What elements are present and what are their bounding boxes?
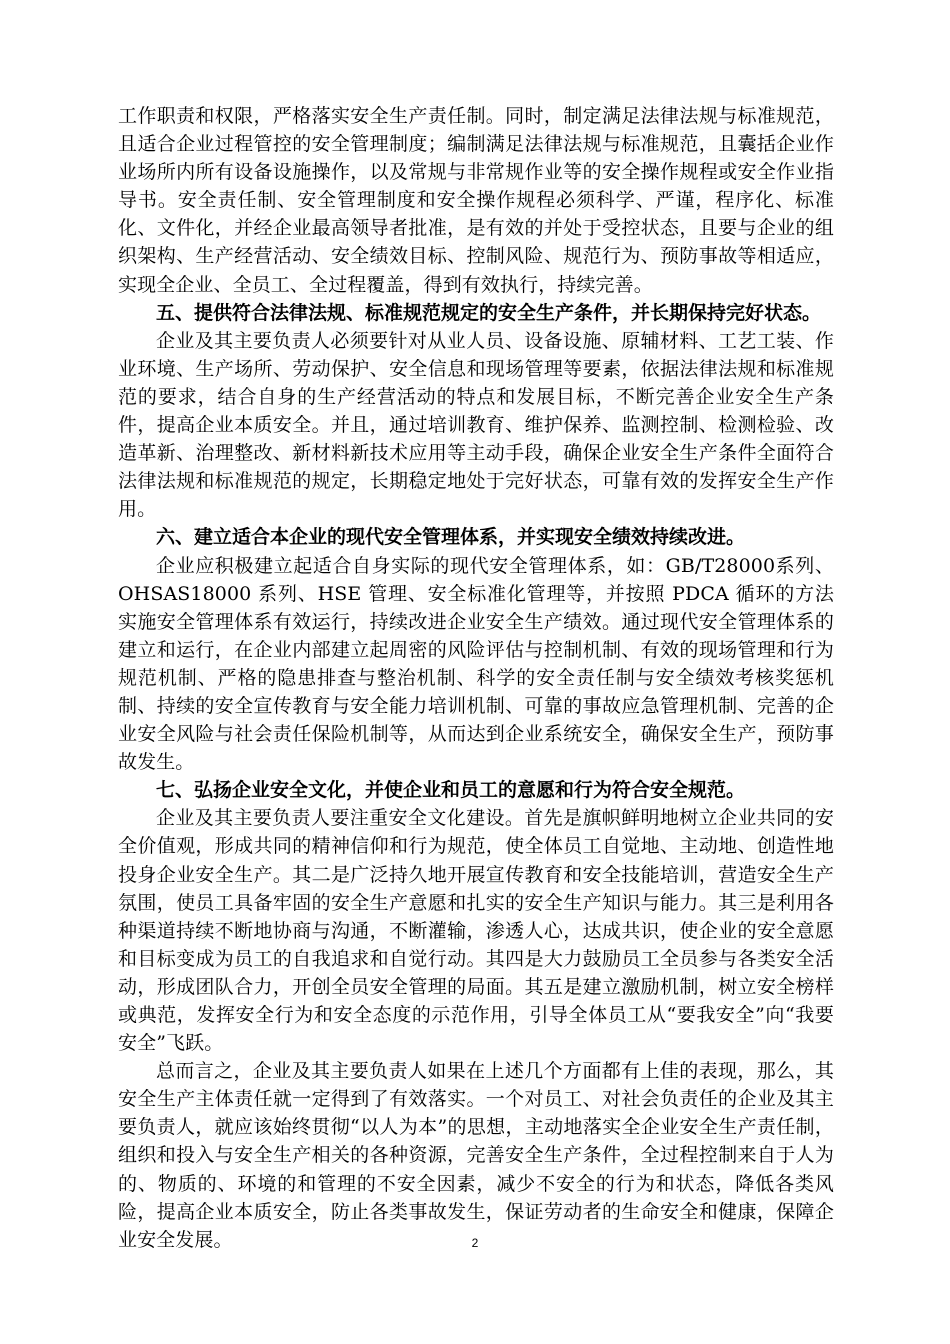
paragraph-conclusion: 总而言之，企业及其主要负责人如果在上述几个方面都有上佳的表现，那么，其安全生产主体责任就一定得到了有效落实。一个对员工、对社会负责任的企业及其主要负责人，就应该始终贯彻“以人为本”的思想，主动地落实全企业安全生产责任制，组织和投入与安全生产相关的各种资源，完善安全生产条件，全过程控制来自于人为的、物质的、环境的和管理的不安全因素，减少不安全的行为和状态，降低各类风险，提高企业本质安全，防止各类事故发生，保证劳动者的生命安全和健康，保障企业安全发展。 bbox=[118, 1060, 834, 1251]
paragraph-section-5: 企业及其主要负责人必须要针对从业人员、设备设施、原辅材料、工艺工装、作业环境、生产场所、劳动保护、安全信息和现场管理等要素，依据法律法规和标准规范的要求，结合自身的生产经营活动的特点和发展目标，不断完善企业安全生产条件，提高企业本质安全。并且，通过培训教育、维护保养、监测控制、检测检验、改造革新、治理整改、新材料新技术应用等主动手段，确保企业安全生产条件全面符合法律法规和标准规范的规定，长期稳定地处于完好状态，可靠有效的发挥安全生产作用。 bbox=[118, 329, 834, 521]
section-heading-5: 五、提供符合法律法规、标准规范规定的安全生产条件，并长期保持完好状态。 bbox=[156, 301, 822, 324]
page-number: 2 bbox=[471, 1236, 479, 1250]
paragraph-section-6: 企业应积极建立起适合自身实际的现代安全管理体系，如：GB/T28000系列、OHSAS18000 系列、HSE 管理、安全标准化管理等，并按照 PDCA 循环的方法实施安全管理体系有效运行，持续改进企业安全生产绩效。通过现代安全管理体系的建立和运行，在企业内部建立起周密的风险评估与控制机制、有效的现场管理和行为规范机制、严格的隐患排查与整治机制、科学的安全责任制与安全绩效考核奖惩机制、持续的安全宣传教育与安全能力培训机制、可靠的事故应急管理机制、完善的企业安全风险与社会责任保险机制等，从而达到企业系统安全，确保安全生产，预防事故发生。 bbox=[118, 554, 834, 774]
document-page bbox=[118, 102, 834, 1254]
paragraph-continuation: 工作职责和权限，严格落实安全生产责任制。同时，制定满足法律法规与标准规范，且适合企业过程管控的安全管理制度；编制满足法律法规与标准规范，且囊括企业作业场所内所有设备设施操作，以及常规与非常规作业等的安全操作规程或安全作业指导书。安全责任制、安全管理制度和安全操作规程必须科学、严谨，程序化、标准化、文件化，并经企业最高领导者批准，是有效的并处于受控状态，且要与企业的组织架构、生产经营活动、安全绩效目标、控制风险、规范行为、预防事故等相适应，实现全企业、全员工、全过程覆盖，得到有效执行，持续完善。 bbox=[118, 105, 834, 296]
section-heading-6: 六、建立适合本企业的现代安全管理体系，并实现安全绩效持续改进。 bbox=[156, 526, 746, 549]
section-heading-7: 七、弘扬企业安全文化，并使企业和员工的意愿和行为符合安全规范。 bbox=[156, 779, 746, 802]
paragraph-section-7: 企业及其主要负责人要注重安全文化建设。首先是旗帜鲜明地树立企业共同的安全价值观，形成共同的精神信仰和行为规范，使全体员工自觉地、主动地、创造性地投身企业安全生产。其二是广泛持久地开展宣传教育和安全技能培训，营造安全生产氛围，使员工具备牢固的安全生产意愿和扎实的安全生产知识与能力。其三是利用各种渠道持续不断地协商与沟通，不断灌输，渗透人心，达成共识，使企业的安全意愿和目标变成为员工的自我追求和自觉行动。其四是大力鼓励员工全员参与各类安全活动，形成团队合力，开创全员安全管理的局面。其五是建立激励机制，树立安全榜样或典范，发挥安全行为和安全态度的示范作用，引导全体员工从“要我安全”向“我要安全”飞跃。 bbox=[118, 807, 834, 1055]
